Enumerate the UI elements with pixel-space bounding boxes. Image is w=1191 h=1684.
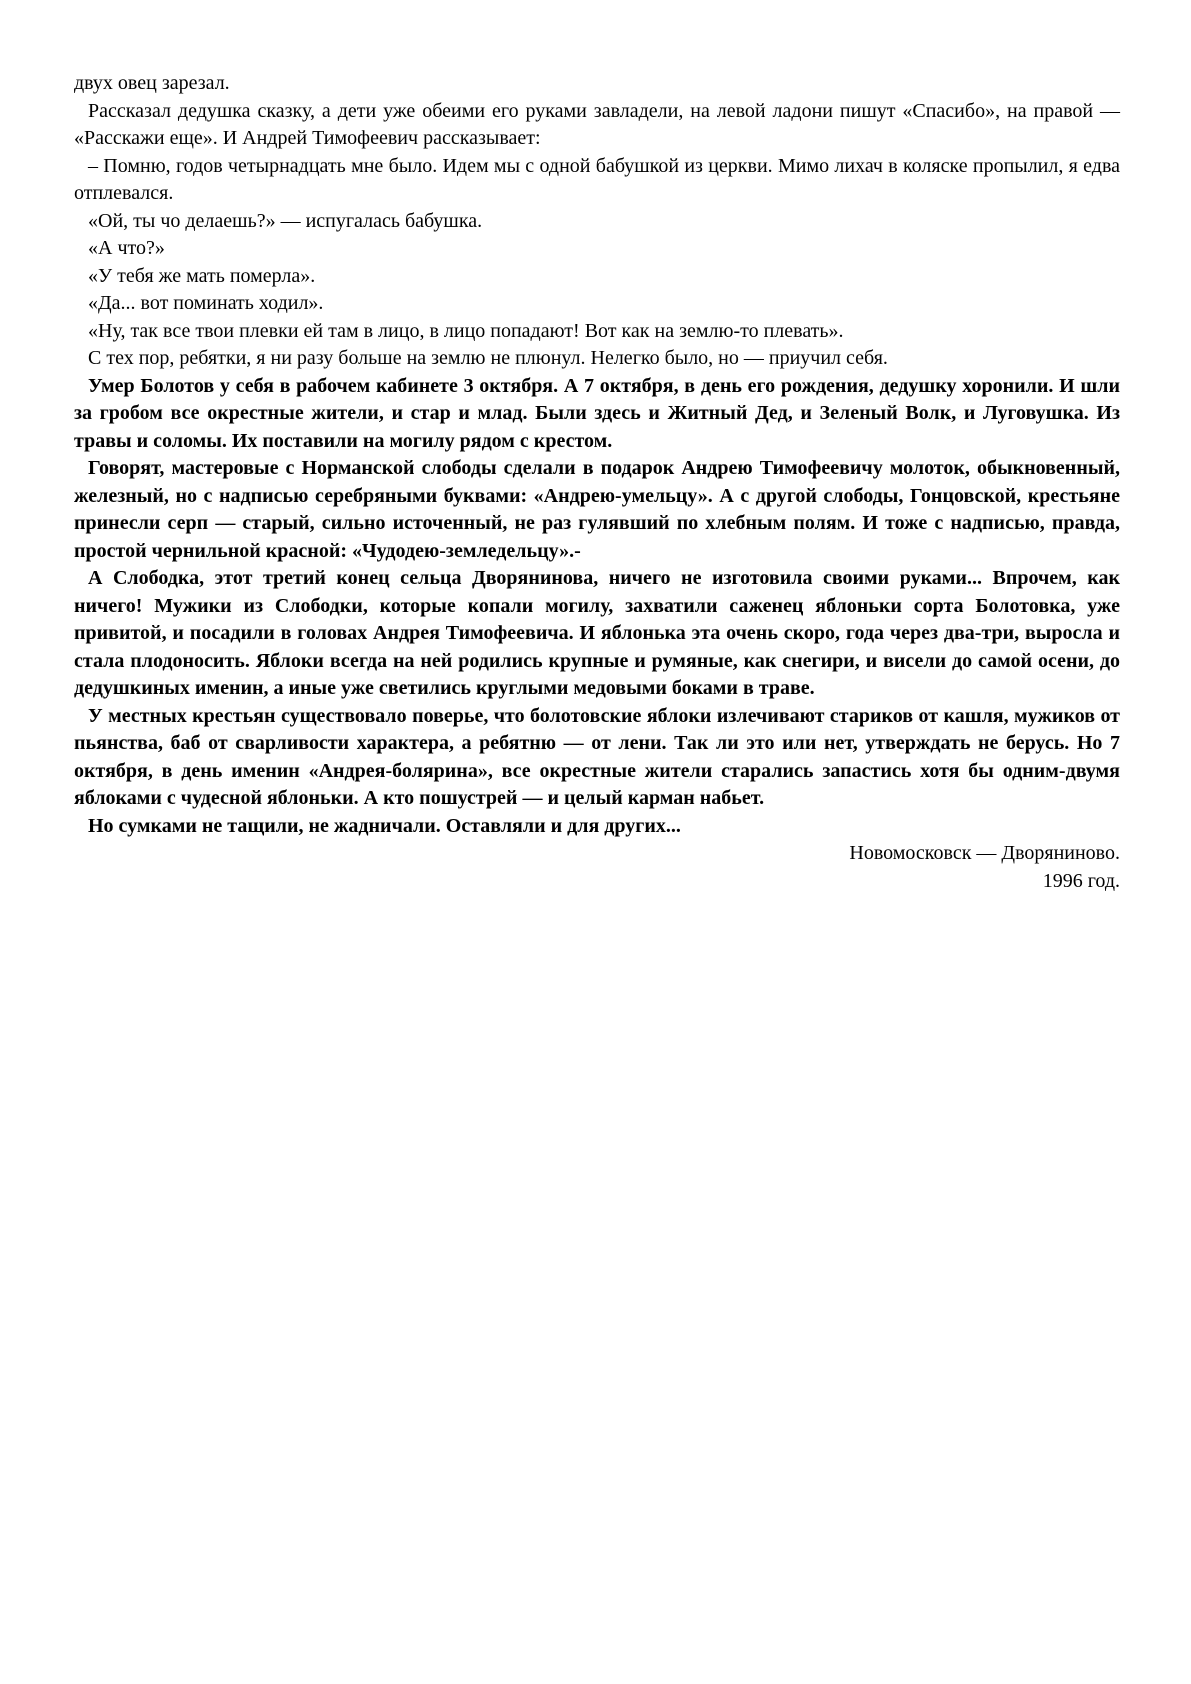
paragraph-gifts: Говорят, мастеровые с Норманской слободы сделали в подарок Андрею Тимофеевичу молоток, обыкновенный, железный, но с надписью серебряными буквами: «Андрею-умельцу». А с другой слободы, Гонцовской, крестьяне принесли серп — старый, сильно источенный, не раз гулявший по хлебным полям. И тоже с надписью, правда, простой чернильной красной: «Чудодею-земледельцу».-	[74, 457, 1120, 562]
signature-year: 1996 год.	[1042, 869, 1120, 892]
signature-place: Новомосковск — Дворяниново.	[849, 842, 1120, 864]
paragraph-continuation: двух овец зарезал.	[74, 72, 230, 94]
paragraph-story-start: – Помню, годов четырнадцать мне было. Идем мы с одной бабушкой из церкви. Мимо лихач в коляске пропылил, я едва отплевался.	[74, 154, 1120, 204]
paragraph-apple-tree: А Слободка, этот третий конец сельца Дворянинова, ничего не изготовила своими руками... Впрочем, как ничего! Мужики из Слободки, которые копали могилу, захватили саженец яблоньки сорта Болотовка, уже привитой, и посадили в головах Андрея Тимофеевича. И яблонька эта очень скоро, года через два-три, выросла и стала плодоносить. Яблоки всегда на ней родились крупные и румяные, как снегири, и висели до самой осени, до дедушкиных именин, а иные уже светились круглыми медовыми боками в траве.	[74, 567, 1120, 699]
paragraph-story-end: С тех пор, ребятки, я ни разу больше на землю не плюнул. Нелегко было, но — приучил себя.	[88, 347, 888, 369]
paragraph-belief: У местных крестьян существовало поверье, что болотовские яблоки излечивают стариков от кашля, мужиков от пьянства, баб от сварливости характера, а ребятню — от лени. Так ли это или нет, утверждать не берусь. Но 7 октября, в день именин «Андрея-болярина», все окрестные жители старались запастись хотя бы одним-двумя яблоками с чудесной яблоньки. А кто пошустрей — и целый карман набьет.	[74, 704, 1120, 809]
dialogue-line: «У тебя же мать померла».	[88, 264, 316, 287]
paragraph-death: Умер Болотов у себя в рабочем кабинете 3 октября. А 7 октября, в день его рождения, дедушку хоронили. И шли за гробом все окрестные жители, и стар и млад. Были здесь и Житный Дед, и Зеленый Волк, и Луговушка. Из травы и соломы. Их поставили на могилу рядом с крестом.	[74, 374, 1120, 452]
dialogue-line: «Да... вот поминать ходил».	[88, 292, 324, 314]
paragraph-tale-end: Рассказал дедушка сказку, а дети уже обеими его руками завладели, на левой ладони пишут «Спасибо», на правой — «Расскажи еще». И Андрей Тимофеевич рассказывает:	[74, 99, 1120, 149]
paragraph-closing: Но сумками не тащили, не жадничали. Оставляли и для других...	[88, 814, 681, 837]
dialogue-line: «Ну, так все твои плевки ей там в лицо, в лицо попадают! Вот как на землю-то плевать».	[88, 319, 844, 342]
document-page	[74, 70, 1120, 895]
dialogue-line: «Ой, ты чо делаешь?» — испугалась бабушка.	[88, 209, 483, 232]
dialogue-line: «А что?»	[88, 237, 165, 259]
